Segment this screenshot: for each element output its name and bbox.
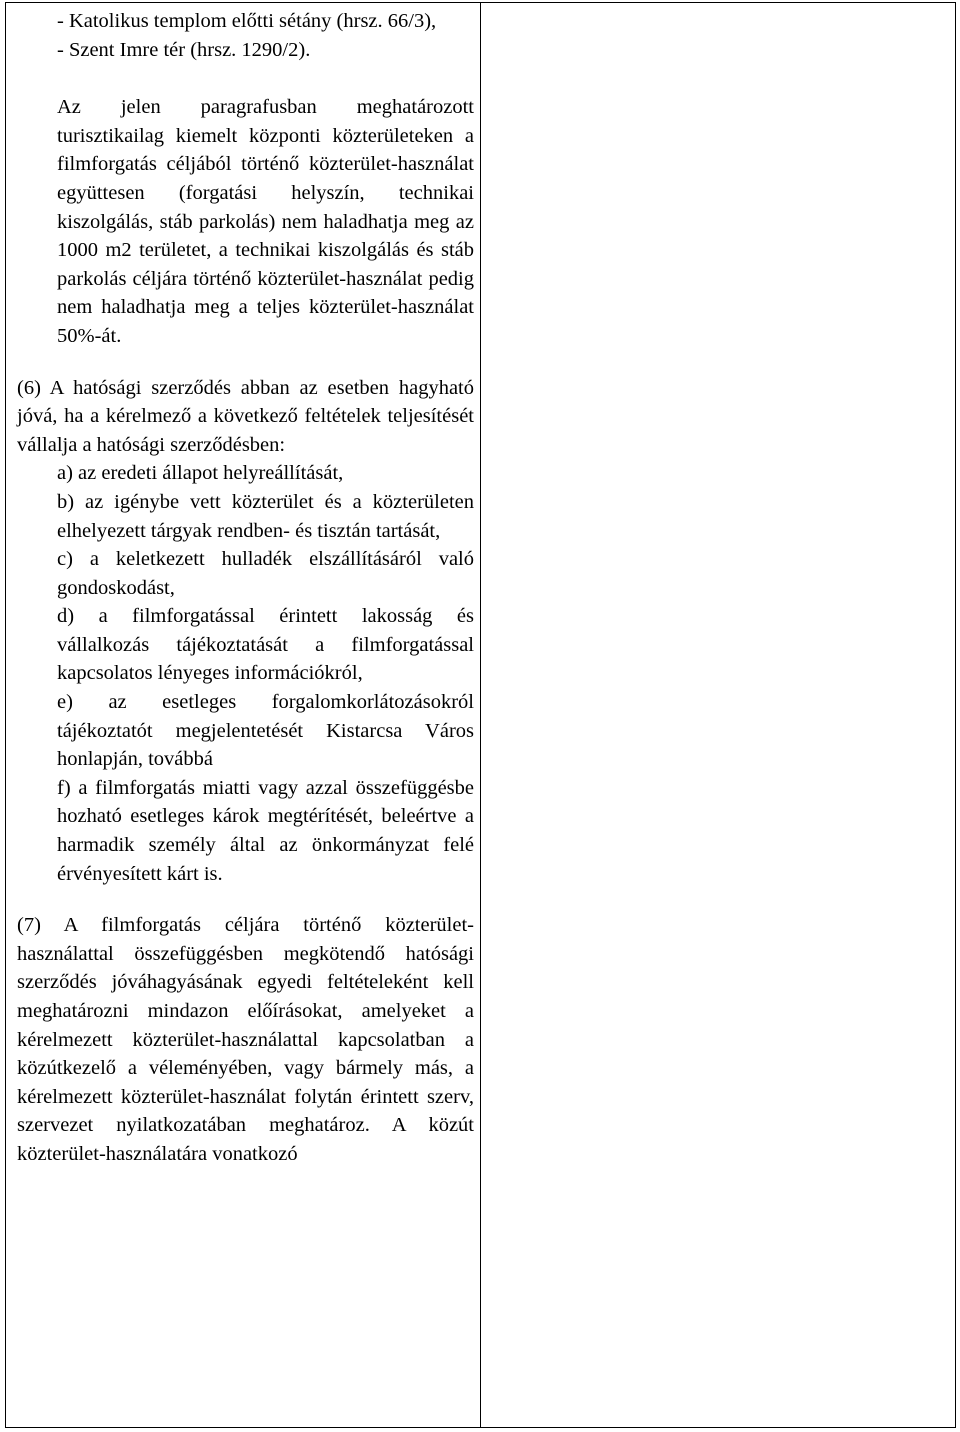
location-item: - Szent Imre tér (hrsz. 1290/2). (57, 38, 311, 61)
condition-item-b: b) az igénybe vett közterület és a közterületen elhelyezett tárgyak rendben- és tisztán tartását, (57, 490, 474, 542)
spacer (17, 351, 474, 374)
area-limit-paragraph: Az jelen paragrafusban meghatározott turisztikailag kiemelt központi közterületeken a filmforgatás céljából történő közterület-használat együttesen (forgatási helyszín, technikai kiszolgálás, stáb parkolás) nem haladhatja meg az 1000 m2 területet, a technikai kiszolgálás és stáb parkolás céljára történő közterület-használat pedig nem haladhatja meg a teljes közterület-használat 50%-át. (57, 96, 474, 347)
text-column (6, 3, 481, 1427)
spacer (17, 64, 474, 93)
document-table (5, 2, 956, 1428)
condition-item-a: a) az eredeti állapot helyreállítását, (57, 462, 344, 485)
location-item: - Katolikus templom előtti sétány (hrsz. 66/3), (57, 10, 437, 32)
spacer (17, 888, 474, 911)
section-6-items (17, 459, 474, 888)
empty-column (481, 3, 955, 1427)
condition-item-f: f) a filmforgatás miatti vagy azzal összefüggésbe hozható esetleges károk megtérítését, beleértve a harmadik személy által az önkormányzat felé érvényesített kárt is. (57, 776, 474, 885)
condition-item-c: c) a keletkezett hulladék elszállításáról való gondoskodást, (57, 548, 474, 599)
location-list (17, 7, 474, 64)
section-6-lead: (6) A hatósági szerződés abban az esetben hagyható jóvá, ha a kérelmező a következő feltételek teljesítését vállalja a hatósági szerződésben: (17, 376, 474, 456)
section-7-paragraph: (7) A filmforgatás céljára történő közterület-használattal összefüggésben megkötendő hatósági szerződés jóváhagyásának egyedi feltételeként kell meghatározni mindazon előírásokat, amelyeket a kérelmezett közterület-használattal kapcsolatban a közútkezelő a véleményében, vagy bármely más, a kérelmezett közterület-használat folytán érintett szerv, szervezet nyilatkozatában meghatároz. A közút közterület-használatára vonatkozó (17, 914, 474, 1165)
condition-item-d: d) a filmforgatással érintett lakosság és vállalkozás tájékoztatását a filmforgatással kapcsolatos lényeges információkról, (57, 605, 474, 685)
condition-item-e: e) az esetleges forgalomkorlátozásokról tájékoztatót megjelentetését Kistarcsa Város honlapján, továbbá (57, 691, 474, 771)
